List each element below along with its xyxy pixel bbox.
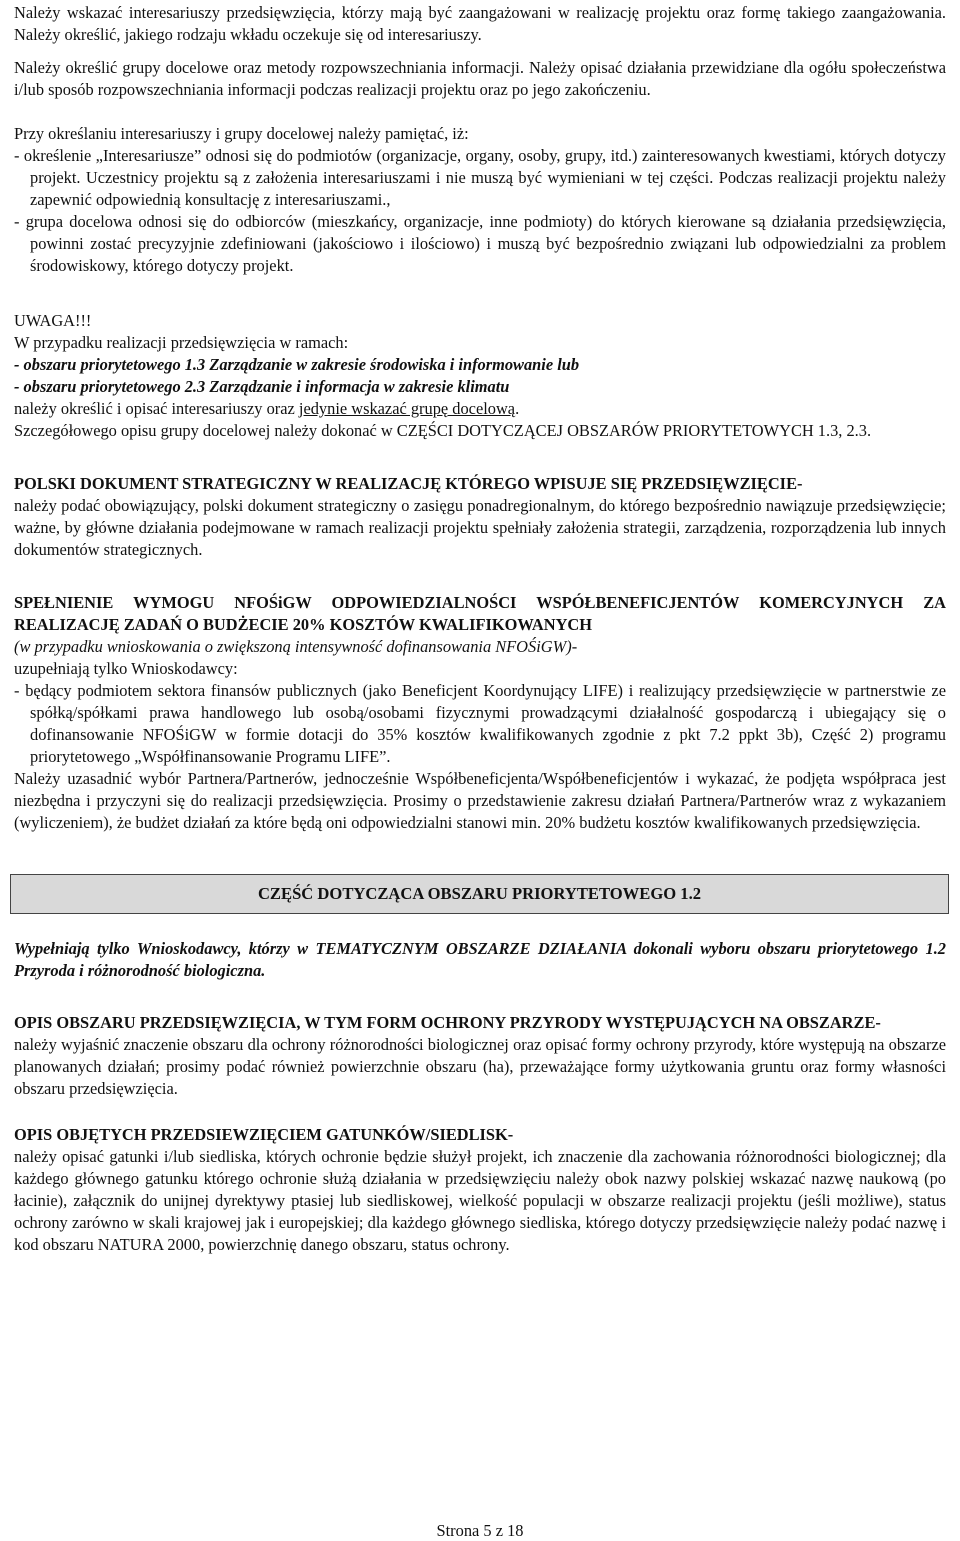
warning-line-4-b: . (515, 399, 520, 418)
document-page (14, 0, 946, 1256)
warning-bullet-1-rest: Zarządzanie w zakresie środowiska i informowanie lub (205, 355, 580, 374)
section-body-area-description: należy wyjaśnić znaczenie obszaru dla ochrony różnorodności biologicznej oraz opisać formy ochrony przyrody, które występują na obszarze planowanych działań; prosimy podać również powierzchnie obszaru (ha), przeważające formy użytkowania gruntu oraz formy własności obszaru przedsięwzięcia. (14, 1035, 946, 1098)
section-heading-requirement: SPEŁNIENIE WYMOGU NFOŚiGW ODPOWIEDZIALNOŚCI WSPÓŁBENEFICJENTÓW KOMERCYJNYCH ZA REALIZACJĘ ZADAŃ O BUDŻECIE 20% KOSZTÓW KWALIFIKOWANYCH (14, 593, 946, 634)
section-body-strategic-document: należy podać obowiązujący, polski dokument strategiczny o zasięgu ponadregionalnym, do którego bezpośrednio nawiązuje przedsięwzięcie; ważne, by główne działania podejmowane w ramach realizacji projektu spełniały założenia strategii, zarządzenia, rozporządzenia lub innych dokumentów strategicznych. (14, 496, 946, 559)
warning-label: UWAGA!!! (14, 311, 92, 330)
warning-block (14, 310, 946, 442)
warning-bullet-1 (14, 354, 946, 376)
section-banner: CZĘŚĆ DOTYCZĄCA OBSZARU PRIORYTETOWEGO 1.2 (10, 874, 949, 914)
section-heading-area-description: OPIS OBSZARU PRZEDSIĘWZIĘCIA, W TYM FORM OCHRONY PRZYRODY WYSTĘPUJĄCYCH NA OBSZARZE- (14, 1013, 881, 1032)
warning-line-4-underlined: jedynie wskazać grupę docelową (298, 399, 516, 418)
warning-line-5: Szczegółowego opisu grupy docelowej należy dokonać w CZĘŚCI DOTYCZĄCEJ OBSZARÓW PRIORYTETOWYCH 1.3, 2.3. (14, 421, 872, 440)
list-item-requirement: - będący podmiotem sektora finansów publicznych (jako Beneficjent Koordynujący LIFE) i realizujący przedsięwzięcie w partnerstwie ze spółką/spółkami prawa handlowego lub osobą/osobami fizycznymi prowadzącymi działalność gospodarczą i ubiegający się o dofinansowanie NFOŚiGW w formie dotacji do 35% kosztów kwalifikowanych zgodnie z pkt 7.2 ppkt 3b), Część 2) programu priorytetowego „Współfinansowanie Programu LIFE”. (14, 681, 946, 766)
list-item-target-group-definition: - grupa docelowa odnosi się do odbiorców (mieszkańcy, organizacje, inne podmioty) do których kierowane są działania przedsięwzięcia, powinni zostać precyzyjnie zdefiniowani (jakościowo i ilościowo) i muszą być bezpośrednio związani lub odpowiedzialni za problem środowiskowy, którego dotyczy projekt. (14, 212, 946, 275)
warning-line-4-a: należy określić i opisać interesariuszy oraz (14, 399, 299, 418)
section-body-species-description: należy opisać gatunki i/lub siedliska, których ochronie będzie służył projekt, ich znaczenie dla zachowania różnorodności biologicznej; dla każdego głównego gatunku którego ochronie służą działania w przedsięwzięciu należy obok nazwy polskiej wskazać nazwę naukową (po łacinie), załącznik do unijnej dyrektywy ptasiej lub siedliskowej, wielkość populacji w obszarze realizacji projektu (jeśli możliwe), status ochrony zarówno w skali krajowej jak i europejskiej; dla każdego głównego siedliska, którego dotyczy przedsięwzięcie należy podać nazwę i kod obszaru NATURA 2000, powierzchnię danego obszaru, status ochrony. (14, 1147, 946, 1254)
warning-line-1: W przypadku realizacji przedsięwzięcia w ramach: (14, 333, 349, 352)
paragraph-fill-instructions: Wypełniają tylko Wnioskodawcy, którzy w TEMATYCZNYM OBSZARZE DZIAŁANIA dokonali wyboru obszaru priorytetowego 1.2 Przyroda i różnorodność biologiczna. (14, 939, 946, 980)
section-italic-requirement: (w przypadku wnioskowania o zwiększoną intensywność dofinansowania NFOŚiGW)- (14, 637, 578, 656)
warning-bullet-2-prefix: - obszaru priorytetowego 2.3 (14, 377, 206, 396)
paragraph-stakeholders: Należy wskazać interesariuszy przedsięwzięcia, którzy mają być zaangażowani w realizację projektu oraz formę takiego zaangażowania. Należy określić, jakiego rodzaju wkładu oczekuje się od interesariuszy. (14, 3, 946, 44)
section-heading-species-description: OPIS OBJĘTYCH PRZEDSIEWZIĘCIEM GATUNKÓW/SIEDLISK- (14, 1125, 514, 1144)
paragraph-target-groups: Należy określić grupy docelowe oraz metody rozpowszechniania informacji. Należy opisać działania przewidziane dla ogółu społeczeństwa i/lub sposób rozpowszechniania informacji podczas realizacji projektu oraz po jego zakończeniu. (14, 58, 946, 99)
list-item-stakeholders-definition: - określenie „Interesariusze” odnosi się do podmiotów (organizacje, organy, osoby, grupy, itd.) zainteresowanych kwestiami, których dotyczy projekt. Uczestnicy projektu są z założenia interesariuszami i nie muszą być wymieniani w tej części. Podczas realizacji projektu należy zapewnić odpowiednią konsultację z interesariuszami., (14, 146, 946, 209)
warning-bullet-2 (14, 376, 946, 398)
section-heading-strategic-document: POLSKI DOKUMENT STRATEGICZNY W REALIZACJĘ KTÓREGO WPISUJE SIĘ PRZEDSIĘWZIĘCIE- (14, 474, 803, 493)
paragraph-reminder-intro: Przy określaniu interesariuszy i grupy docelowej należy pamiętać, iż: (14, 124, 469, 143)
warning-bullet-1-prefix: - obszaru priorytetowego 1.3 (14, 355, 206, 374)
page-number: Strona 5 z 18 (436, 1521, 524, 1540)
warning-bullet-2-rest: Zarządzanie i informacja w zakresie klimatu (205, 377, 510, 396)
warning-line-4 (14, 398, 946, 420)
section-body-requirement: Należy uzasadnić wybór Partnera/Partnerów, jednocześnie Współbeneficjenta/Współbeneficjentów i wykazać, że podjęta współpraca jest niezbędna i przyczyni się do realizacji przedsięwzięcia. Prosimy o przedstawienie zakresu działań Partnera/Partnerów wraz z wykazaniem (wyliczeniem), że budżet działań za które będą oni odpowiedzialni stanowi min. 20% budżetu kosztów kwalifikowanych przedsięwzięcia. (14, 769, 946, 832)
section-line-requirement: uzupełniają tylko Wnioskodawcy: (14, 659, 238, 678)
